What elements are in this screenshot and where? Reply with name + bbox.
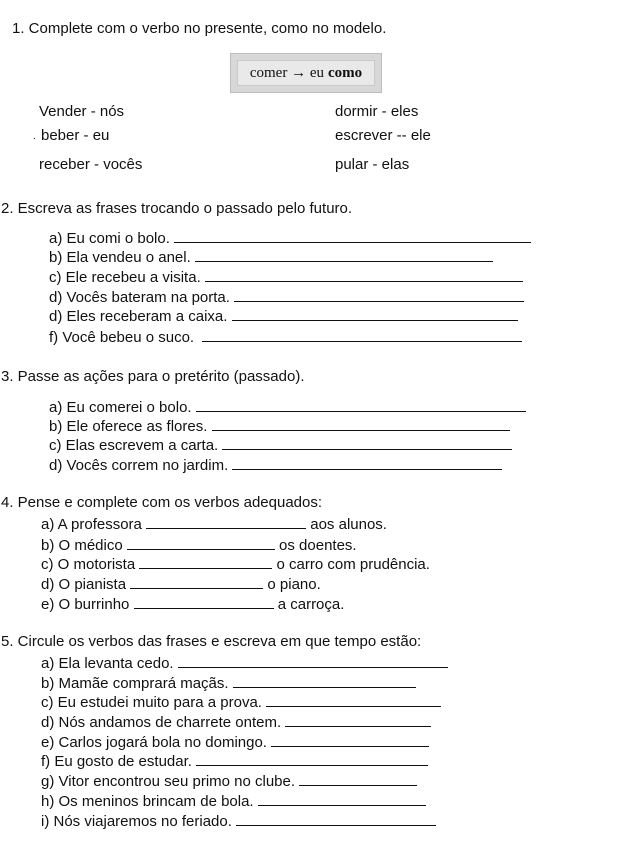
section-3-title: 3. Passe as ações para o pretérito (passado). [1,368,305,385]
answer-line[interactable] [202,327,522,342]
s5-item-a: a) Ela levanta cedo. [41,655,174,672]
model-example [237,60,375,86]
section-5-title: 5. Circule os verbos das frases e escreva em que tempo estão: [1,633,422,650]
section-4-title: 4. Pense e complete com os verbos adequados: [1,494,323,511]
s3-row [49,397,526,416]
answer-line[interactable] [212,416,510,431]
s5-row [41,653,448,672]
s5-row [41,811,436,830]
s5-item-e: e) Carlos jogará bola no domingo. [41,734,267,751]
s2-item-a: a) Eu comi o bolo. [49,230,170,247]
answer-line[interactable] [233,673,416,688]
answer-line[interactable] [196,397,526,412]
s4-item-e-after: a carroça. [277,596,345,613]
s4-item-a-before: a) A professora [41,516,142,533]
s1-item-left-3: receber - vocês [39,156,143,173]
s5-item-g: g) Vitor encontrou seu primo no clube. [41,773,296,790]
s4-row [41,594,344,613]
s3-item-a: a) Eu comerei o bolo. [49,399,192,416]
answer-line[interactable] [236,811,436,826]
answer-line[interactable] [299,771,417,786]
s1-item-right-1: dormir - eles [335,103,419,120]
s5-row [41,673,416,692]
s4-item-d-after: o piano. [267,576,321,593]
s3-row [49,416,510,435]
s5-row [41,692,441,711]
answer-line[interactable] [178,653,448,668]
s5-item-f: f) Eu gosto de estudar. [41,753,192,770]
section-1-title: 1. Complete com o verbo no presente, como no modelo. [12,20,387,37]
s5-item-i: i) Nós viajaremos no feriado. [41,813,232,830]
answer-line[interactable] [205,267,523,282]
s4-row [41,535,357,554]
s2-row [49,287,524,306]
s4-row [41,574,321,593]
s4-item-a-after: aos alunos. [310,516,387,533]
s5-item-d: d) Nós andamos de charrete ontem. [41,714,282,731]
s3-row [49,435,512,454]
s2-item-c: c) Ele recebeu a visita. [49,269,201,286]
answer-line[interactable] [232,306,518,321]
s3-item-c: c) Elas escrevem a carta. [49,437,219,454]
answer-line[interactable] [222,435,512,450]
s5-row [41,771,417,790]
s4-item-c-after: o carro com prudência. [276,556,430,573]
s2-item-b: b) Ela vendeu o anel. [49,249,191,266]
s2-item-f: f) Você bebeu o suco. [49,329,195,346]
section-2-title: 2. Escreva as frases trocando o passado pelo futuro. [1,200,353,217]
s3-item-b: b) Ele oferece as flores. [49,418,208,435]
answer-line[interactable] [258,791,426,806]
model-plain: comer → eu [249,64,324,81]
s4-item-d-before: d) O pianista [41,576,127,593]
s4-item-b-after: os doentes. [279,537,357,554]
s2-row [49,247,493,266]
answer-line[interactable] [139,554,272,569]
answer-line[interactable] [232,455,502,470]
answer-line[interactable] [134,594,274,609]
s1-item-right-2: escrever -- ele [335,127,431,144]
answer-line[interactable] [271,732,429,747]
s5-item-h: h) Os meninos brincam de bola. [41,793,254,810]
model-example-box [230,53,382,93]
s4-item-e-before: e) O burrinho [41,596,130,613]
s5-row [41,712,431,731]
s4-row [41,554,430,573]
s5-item-c: c) Eu estudei muito para a prova. [41,694,262,711]
s2-item-d2: d) Eles receberam a caixa. [49,308,228,325]
answer-line[interactable] [285,712,431,727]
answer-line[interactable] [127,535,275,550]
s3-item-d: d) Vocês correm no jardim. [49,457,229,474]
answer-line[interactable] [196,751,428,766]
answer-line[interactable] [234,287,524,302]
answer-line[interactable] [130,574,263,589]
stray-dot: . [33,131,36,142]
s4-row [41,514,387,533]
s3-row [49,455,502,474]
answer-line[interactable] [174,228,531,243]
s2-row [49,306,518,325]
answer-line[interactable] [266,692,441,707]
s1-item-right-3: pular - elas [335,156,410,173]
answer-line[interactable] [195,247,493,262]
s5-item-b: b) Mamãe comprará maçãs. [41,675,229,692]
answer-line[interactable] [146,514,306,529]
s5-row [41,791,426,810]
model-bold: como [327,64,363,81]
s1-item-left-2: beber - eu [41,127,110,144]
s2-item-d: d) Vocês bateram na porta. [49,289,230,306]
s2-row [49,327,522,346]
s5-row [41,732,429,751]
s4-item-b-before: b) O médico [41,537,123,554]
s1-item-left-1: Vender - nós [39,103,125,120]
s4-item-c-before: c) O motorista [41,556,136,573]
s5-row [41,751,428,770]
s2-row [49,267,523,286]
s2-row [49,228,531,247]
